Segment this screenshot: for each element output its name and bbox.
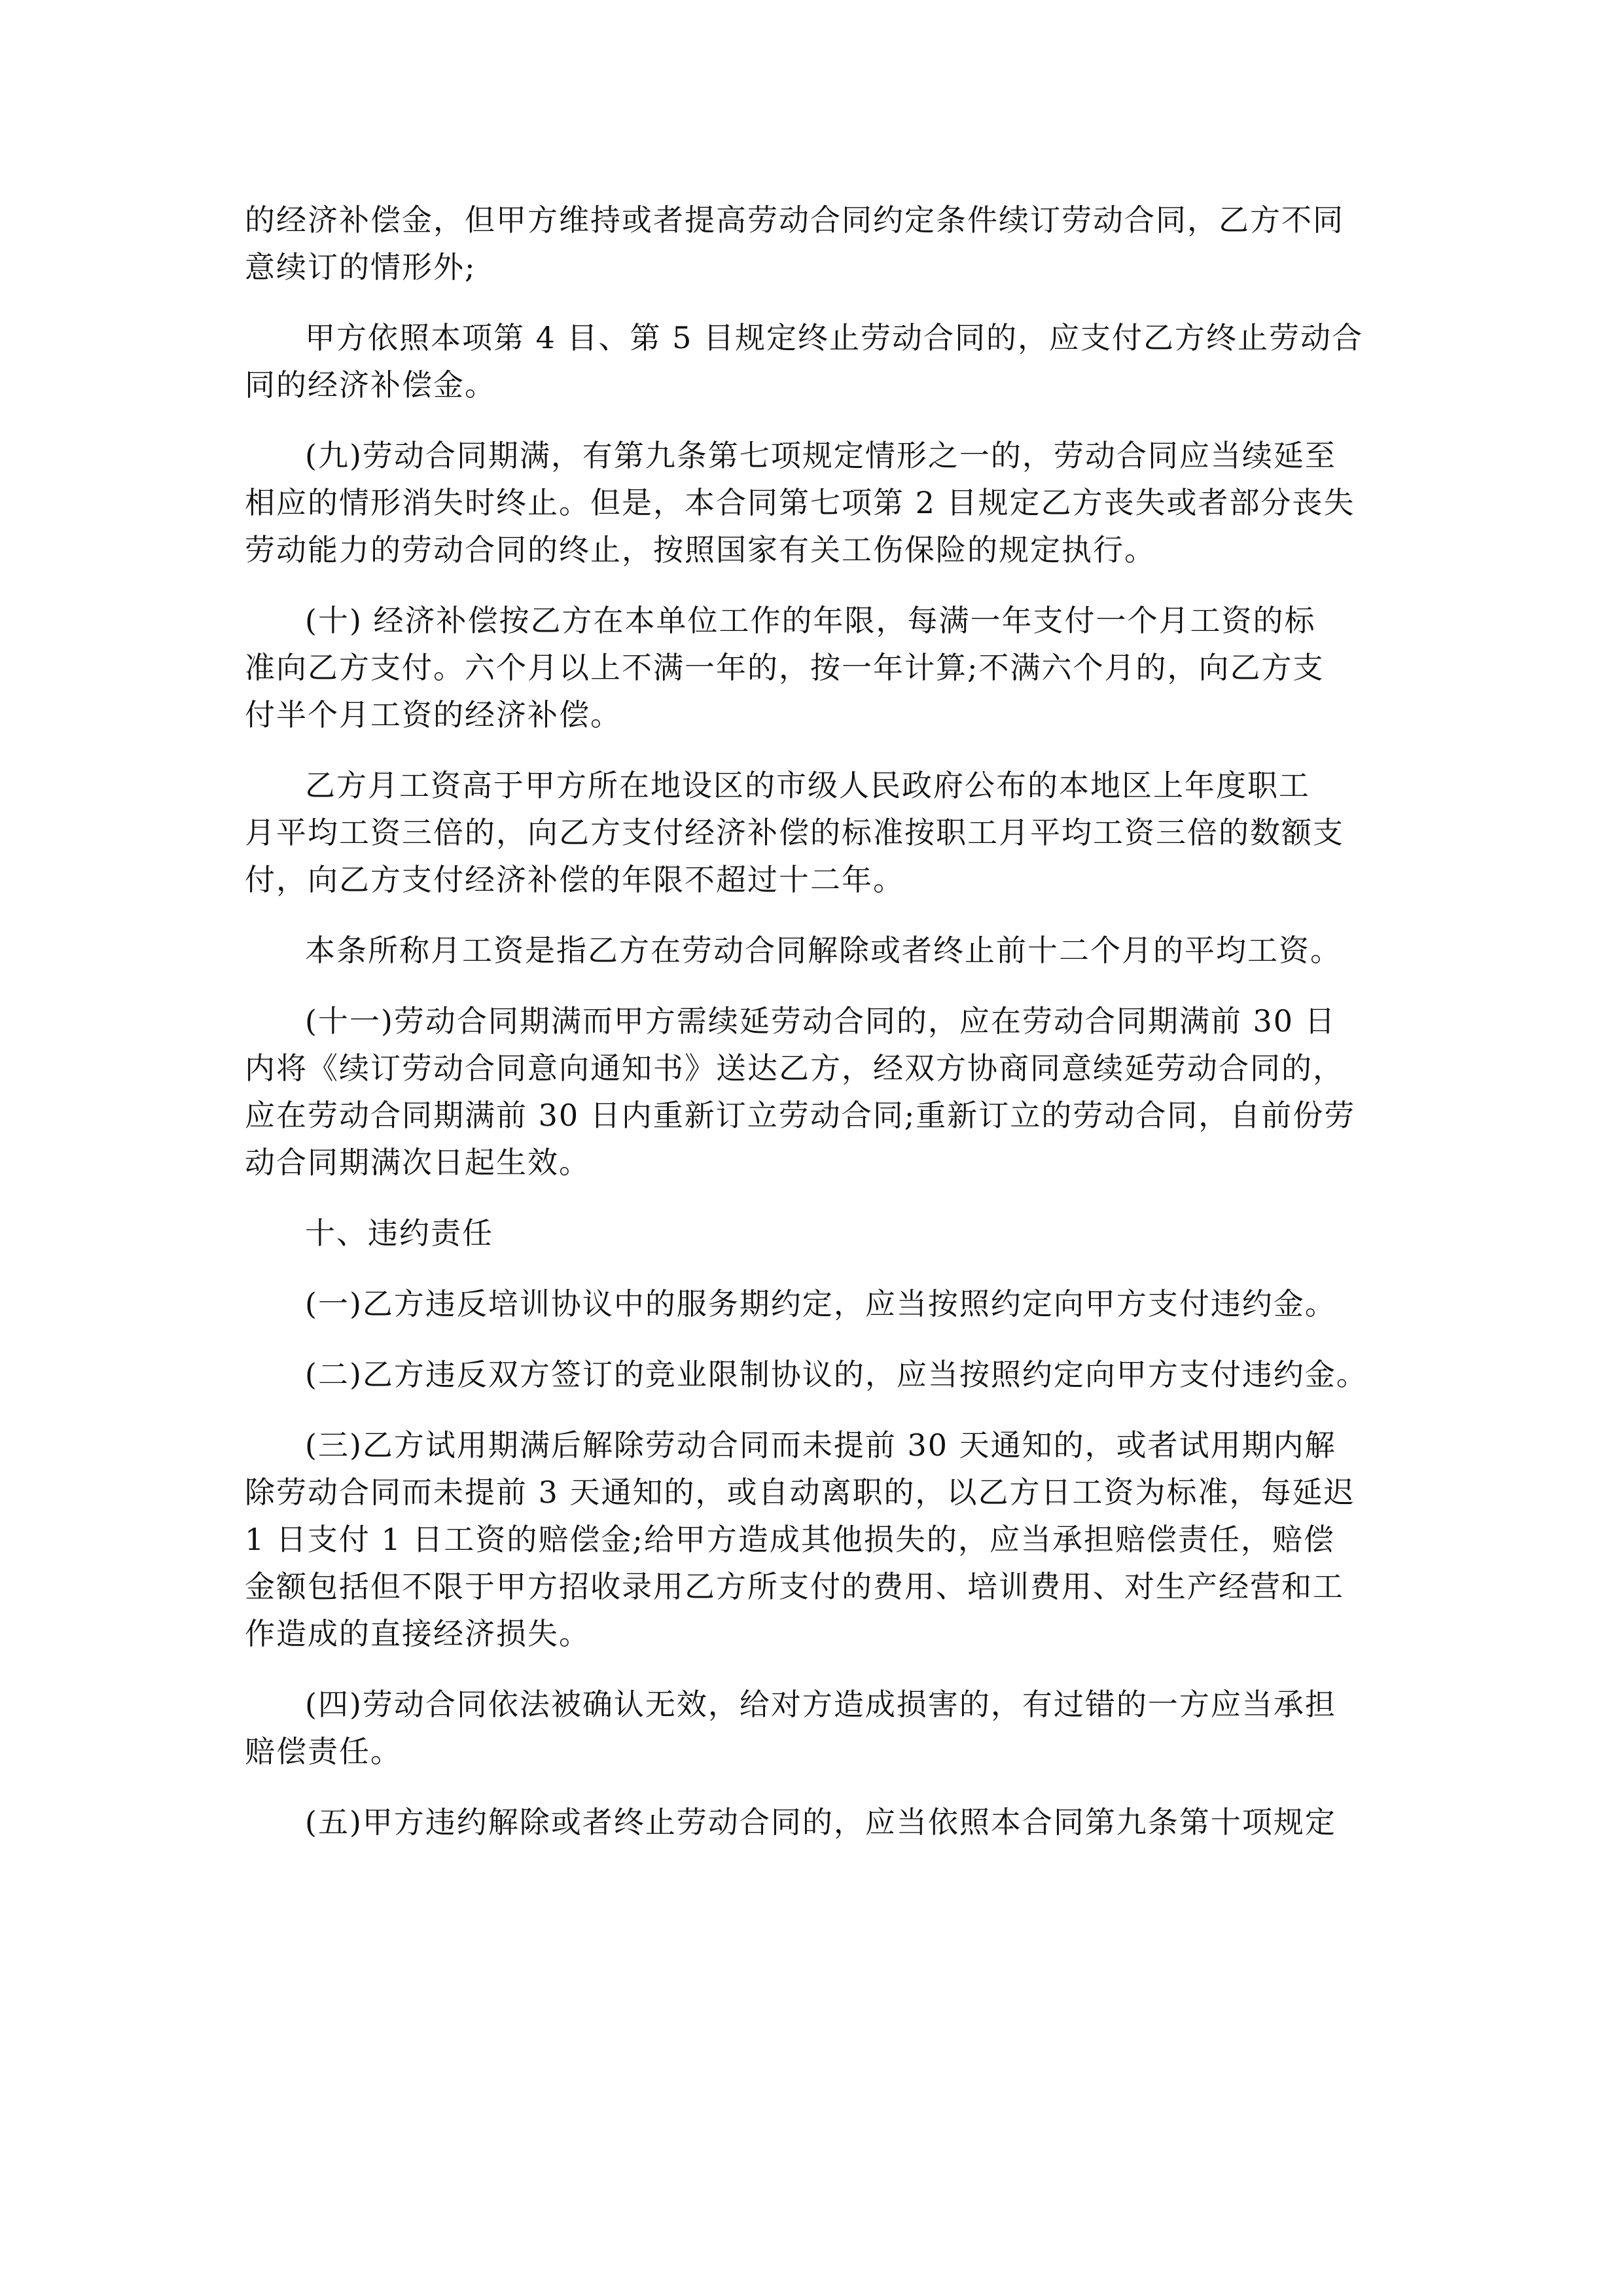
section-heading bbox=[245, 1210, 1383, 1257]
line: 应在劳动合同期满前 30 日内重新订立劳动合同;重新订立的劳动合同，自前份劳 bbox=[245, 1098, 1356, 1133]
line: 同的经济补偿金。 bbox=[245, 367, 496, 403]
paragraph-1 bbox=[245, 196, 1383, 291]
paragraph-10 bbox=[245, 1351, 1383, 1398]
line: 劳动能力的劳动合同的终止，按照国家有关工伤保险的规定执行。 bbox=[245, 532, 1156, 567]
paragraph-11 bbox=[245, 1422, 1383, 1657]
line: 内将《续订劳动合同意向通知书》送达乙方，经双方协商同意续延劳动合同的， bbox=[245, 1050, 1344, 1086]
line: (二)乙方违反双方签订的竞业限制协议的，应当按照约定向甲方支付违约金。 bbox=[305, 1357, 1368, 1392]
line: 意续订的情形外; bbox=[245, 249, 476, 285]
paragraph-3 bbox=[245, 432, 1383, 573]
line: (十) 经济补偿按乙方在本单位工作的年限，每满一年支付一个月工资的标 bbox=[305, 603, 1316, 638]
line: 金额包括但不限于甲方招收录用乙方所支付的费用、培训费用、对生产经营和工 bbox=[245, 1569, 1344, 1604]
paragraph-5 bbox=[245, 762, 1383, 903]
paragraph-4 bbox=[245, 597, 1383, 738]
line: 付，向乙方支付经济补偿的年限不超过十二年。 bbox=[245, 862, 904, 897]
line: 月平均工资三倍的，向乙方支付经济补偿的标准按职工月平均工资三倍的数额支 bbox=[245, 815, 1344, 850]
paragraph-6 bbox=[245, 927, 1383, 974]
line: 乙方月工资高于甲方所在地设区的市级人民政府公布的本地区上年度职工 bbox=[305, 768, 1310, 803]
line: 付半个月工资的经济补偿。 bbox=[245, 697, 622, 732]
line: 十、违约责任 bbox=[305, 1215, 493, 1251]
line: (三)乙方试用期满后解除劳动合同而未提前 30 天通知的，或者试用期内解 bbox=[305, 1427, 1336, 1463]
line: (五)甲方违约解除或者终止劳动合同的，应当依照本合同第九条第十项规定 bbox=[305, 1804, 1336, 1840]
line: 的经济补偿金，但甲方维持或者提高劳动合同约定条件续订劳动合同，乙方不同 bbox=[245, 202, 1344, 238]
line: 作造成的直接经济损失。 bbox=[245, 1616, 590, 1651]
line: (一)乙方违反培训协议中的服务期约定，应当按照约定向甲方支付违约金。 bbox=[305, 1286, 1336, 1321]
line: 本条所称月工资是指乙方在劳动合同解除或者终止前十二个月的平均工资。 bbox=[305, 933, 1342, 968]
line: 赔偿责任。 bbox=[245, 1734, 402, 1769]
document-body bbox=[245, 196, 1383, 1846]
line: 甲方依照本项第 4 目、第 5 目规定终止劳动合同的，应支付乙方终止劳动合 bbox=[305, 320, 1364, 355]
paragraph-12 bbox=[245, 1681, 1383, 1775]
line: (十一)劳动合同期满而甲方需续延劳动合同的，应在劳动合同期满前 30 日 bbox=[305, 1003, 1336, 1039]
line: 动合同期满次日起生效。 bbox=[245, 1145, 590, 1180]
paragraph-13 bbox=[245, 1799, 1383, 1846]
line: 相应的情形消失时终止。但是，本合同第七项第 2 目规定乙方丧失或者部分丧失 bbox=[245, 485, 1355, 520]
paragraph-7 bbox=[245, 997, 1383, 1186]
line: 1 日支付 1 日工资的赔偿金;给甲方造成其他损失的，应当承担赔偿责任，赔偿 bbox=[245, 1522, 1335, 1557]
paragraph-9 bbox=[245, 1280, 1383, 1327]
paragraph-2 bbox=[245, 314, 1383, 408]
line: 除劳动合同而未提前 3 天通知的，或自动离职的，以乙方日工资为标准，每延迟 bbox=[245, 1475, 1355, 1510]
line: 准向乙方支付。六个月以上不满一年的，按一年计算;不满六个月的，向乙方支 bbox=[245, 650, 1325, 685]
line: (四)劳动合同依法被确认无效，给对方造成损害的，有过错的一方应当承担 bbox=[305, 1687, 1336, 1722]
line: (九)劳动合同期满，有第九条第七项规定情形之一的，劳动合同应当续延至 bbox=[305, 438, 1336, 473]
